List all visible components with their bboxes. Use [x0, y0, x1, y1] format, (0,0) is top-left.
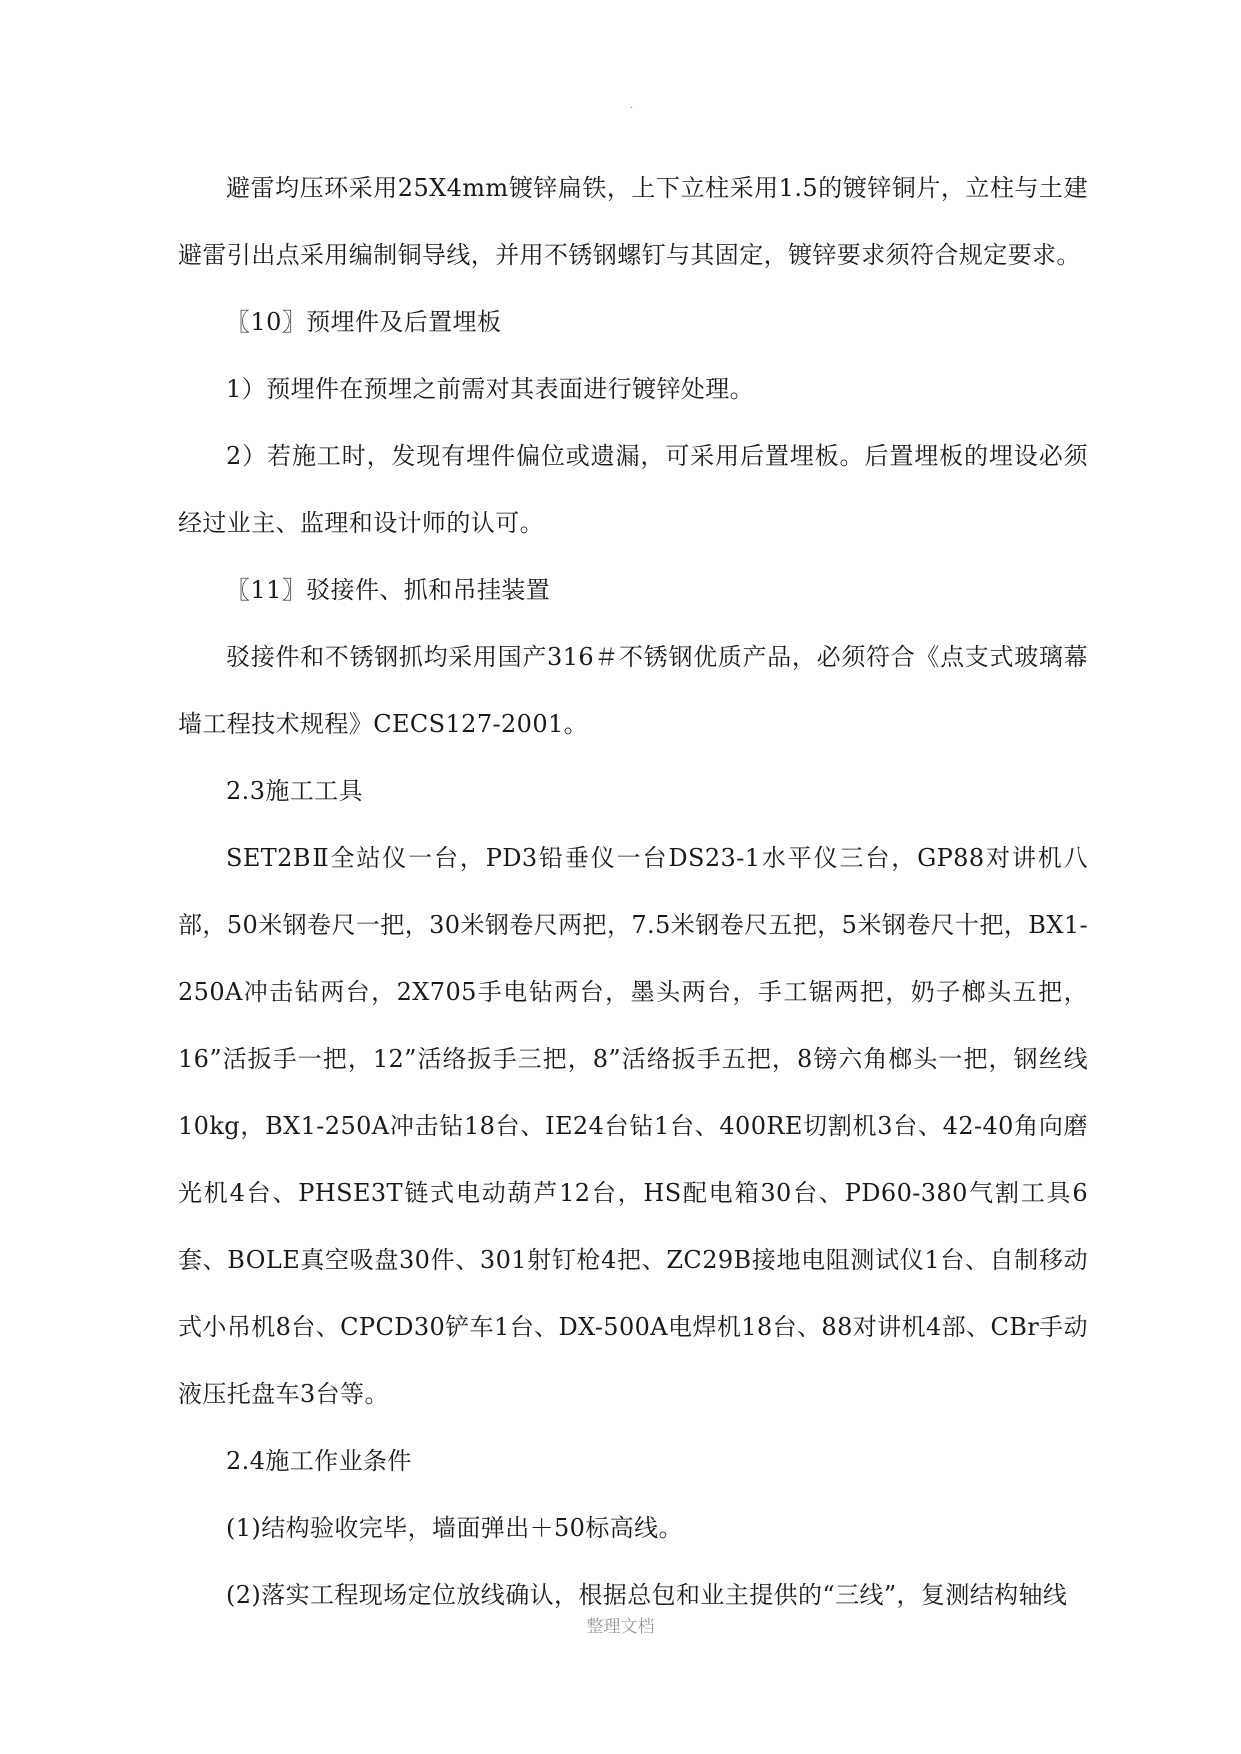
- page-footer: 整理文档: [586, 1617, 655, 1637]
- paragraph-embedded-2: 2）若施工时，发现有埋件偏位或遗漏，可采用后置埋板。后置埋板的埋设必须经过业主、监理和设计师的认可。: [178, 442, 1088, 537]
- paragraph-condition-2: (2)落实工程现场定位放线确认，根据总包和业主提供的“三线”，复测结构轴线: [226, 1581, 1068, 1609]
- document-body: [178, 155, 1088, 1629]
- heading-embedded-parts: 〖10〗预埋件及后置埋板: [226, 308, 502, 336]
- heading-tools: 2.3施工工具: [226, 777, 363, 805]
- heading-work-conditions: 2.4施工作业条件: [226, 1447, 412, 1475]
- paragraph-embedded-1: 1）预埋件在预埋之前需对其表面进行镀锌处理。: [226, 375, 755, 403]
- header-dot: .: [630, 100, 634, 111]
- paragraph-tools-list: SET2BⅡ全站仪一台，PD3铅垂仪一台DS23-1水平仪三台，GP88对讲机八部，50米钢卷尺一把，30米钢卷尺两把，7.5米钢卷尺五把，5米钢卷尺十把，BX1-250A冲击钻两台，2X705手电钻两台，墨头两台，手工锯两把，奶子榔头五把，16”活扳手一把，12”活络扳手三把，8”活络扳手五把，8镑六角榔头一把，钢丝线10kg，BX1-250A冲击钻18台、IE24台钻1台、400RE切割机3台、42-40角向磨光机4台、PHSE3T链式电动葫芦12台，HS配电箱30台、PD60-380气割工具6套、BOLE真空吸盘30件、301射钉枪4把、ZC29B接地电阻测试仪1台、自制移动式小吊机8台、CPCD30铲车1台、DX-500A电焊机18台、88对讲机4部、CBr手动液压托盘车3台等。: [178, 844, 1088, 1408]
- heading-connectors: 〖11〗驳接件、抓和吊挂装置: [226, 576, 551, 604]
- paragraph-lightning-ring: 避雷均压环采用25X4mm镀锌扁铁，上下立柱采用1.5的镀锌铜片，立柱与土建避雷引出点采用编制铜导线，并用不锈钢螺钉与其固定，镀锌要求须符合规定要求。: [178, 174, 1088, 269]
- paragraph-condition-1: (1)结构验收完毕，墙面弹出＋50标高线。: [226, 1514, 683, 1542]
- paragraph-connectors: 驳接件和不锈钢抓均采用国产316＃不锈钢优质产品，必须符合《点支式玻璃幕墙工程技术规程》CECS127-2001。: [178, 643, 1088, 738]
